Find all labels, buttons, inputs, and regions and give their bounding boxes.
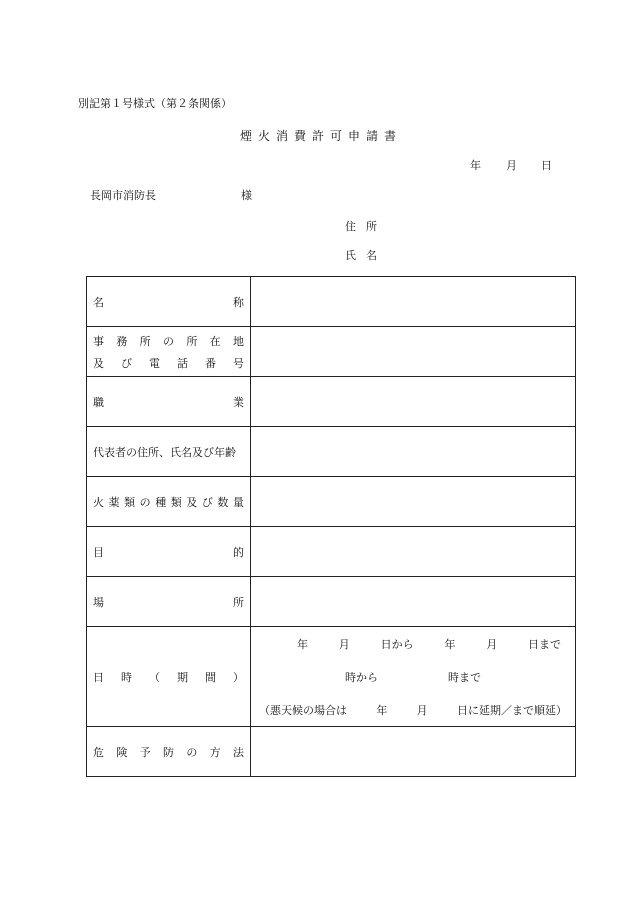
- label-char: 務: [116, 334, 128, 348]
- row-label-name: [87, 277, 251, 327]
- schedule-part: 年: [376, 703, 388, 717]
- date-month-label: 月: [506, 159, 517, 172]
- label-char: び: [121, 356, 132, 370]
- row-label-occupation: [87, 377, 251, 427]
- table-row: [87, 477, 576, 527]
- date-day-label: 日: [541, 159, 552, 172]
- label-char: 場: [93, 595, 104, 609]
- schedule-line-3: [259, 702, 567, 718]
- row-value-purpose[interactable]: [251, 527, 576, 577]
- row-value-representative[interactable]: [251, 427, 576, 477]
- label-char: の: [162, 334, 174, 348]
- label-char: 電: [149, 356, 160, 370]
- spread-label-line2: [93, 355, 244, 371]
- label-char: 所: [139, 334, 151, 348]
- label-char: 方: [209, 745, 221, 759]
- label-char: 事: [93, 334, 104, 348]
- schedule-part: 時から: [345, 670, 378, 684]
- schedule-part: 年: [297, 637, 308, 651]
- label-char: 所: [186, 334, 198, 348]
- label-char: 防: [162, 745, 174, 759]
- spread-label: [93, 494, 244, 510]
- row-label-explosives: [87, 477, 251, 527]
- label-char: 的: [233, 545, 244, 559]
- schedule-part: 日まで: [527, 637, 561, 651]
- row-value-explosives[interactable]: [251, 477, 576, 527]
- label-char: 号: [233, 356, 244, 370]
- label-char: 火: [93, 495, 104, 509]
- table-row: [87, 427, 576, 477]
- row-label-place: [87, 577, 251, 627]
- label-char: 間: [205, 670, 216, 684]
- schedule-line-2: [259, 669, 567, 685]
- label-char: 所: [233, 595, 244, 609]
- spread-label: [93, 544, 244, 560]
- spread-label: [93, 394, 244, 410]
- label-char: 話: [177, 356, 188, 370]
- label-char: （: [149, 670, 160, 684]
- label-char: 目: [93, 545, 104, 559]
- spread-label: [93, 669, 244, 685]
- label-char: 量: [232, 495, 244, 509]
- label-char: の: [186, 745, 198, 759]
- label-char: 称: [233, 295, 244, 309]
- table-row: [87, 277, 576, 327]
- label-char: 類: [170, 495, 182, 509]
- spread-label: [93, 594, 244, 610]
- applicant-address-label: 住所: [345, 220, 387, 233]
- label-char: 険: [116, 745, 128, 759]
- label-char: 職: [93, 395, 104, 409]
- row-value-datetime[interactable]: [251, 627, 576, 727]
- row-value-prevention[interactable]: [251, 727, 576, 777]
- row-value-name[interactable]: [251, 277, 576, 327]
- table-row: [87, 527, 576, 577]
- row-value-place[interactable]: [251, 577, 576, 627]
- application-form-table: [86, 276, 576, 777]
- row-value-office[interactable]: [251, 327, 576, 377]
- label-char: 危: [93, 745, 104, 759]
- label-char: 及: [186, 495, 198, 509]
- table-row: [87, 377, 576, 427]
- schedule-part: 日に延期／まで順延）: [456, 703, 567, 717]
- row-value-occupation[interactable]: [251, 377, 576, 427]
- label-char: 類: [124, 495, 136, 509]
- row-label-datetime: [87, 627, 251, 727]
- label-char: 種: [155, 495, 167, 509]
- label-char: 期: [177, 670, 188, 684]
- schedule-part: 月: [416, 703, 428, 717]
- label-char: 地: [232, 334, 244, 348]
- label-char: 法: [232, 745, 244, 759]
- schedule-line-1: [259, 636, 567, 652]
- label-char: ）: [233, 670, 244, 684]
- form-title: 煙火消費許可申請書: [239, 129, 402, 143]
- schedule-part: 年: [444, 637, 456, 651]
- addressee-suffix: 様: [241, 189, 252, 202]
- table-row: [87, 627, 576, 727]
- table-row: [87, 577, 576, 627]
- date-year-label: 年: [470, 159, 481, 172]
- label-char: 番: [205, 356, 216, 370]
- schedule-part: 月: [486, 637, 498, 651]
- applicant-name-label: 氏名: [345, 249, 387, 262]
- form-number: 別記第１号様式（第２条関係）: [78, 97, 232, 110]
- table-row: [87, 327, 576, 377]
- schedule-part: 月: [338, 637, 350, 651]
- schedule-part: 日から: [380, 637, 414, 651]
- label-char: 数: [217, 495, 229, 509]
- label-char: 薬: [108, 495, 120, 509]
- label-char: 業: [233, 395, 244, 409]
- schedule-part: 時まで: [448, 670, 481, 684]
- spread-label-line1: [93, 333, 244, 349]
- row-label-purpose: [87, 527, 251, 577]
- row-label-representative: 代表者の住所、氏名及び年齢: [87, 427, 251, 477]
- spread-label: [93, 744, 244, 760]
- label-char: 予: [139, 745, 151, 759]
- label-char: 及: [93, 356, 104, 370]
- label-char: び: [201, 495, 213, 509]
- spread-label: [93, 294, 244, 310]
- schedule-part: （悪天候の場合は: [259, 703, 347, 717]
- label-char: 時: [121, 670, 132, 684]
- label-char: 日: [93, 670, 104, 684]
- label-char: 在: [209, 334, 221, 348]
- label-char: の: [139, 495, 151, 509]
- addressee: 長岡市消防長: [90, 189, 156, 202]
- table-row: [87, 727, 576, 777]
- row-label-office: [87, 327, 251, 377]
- label-char: 名: [93, 295, 104, 309]
- row-label-prevention: [87, 727, 251, 777]
